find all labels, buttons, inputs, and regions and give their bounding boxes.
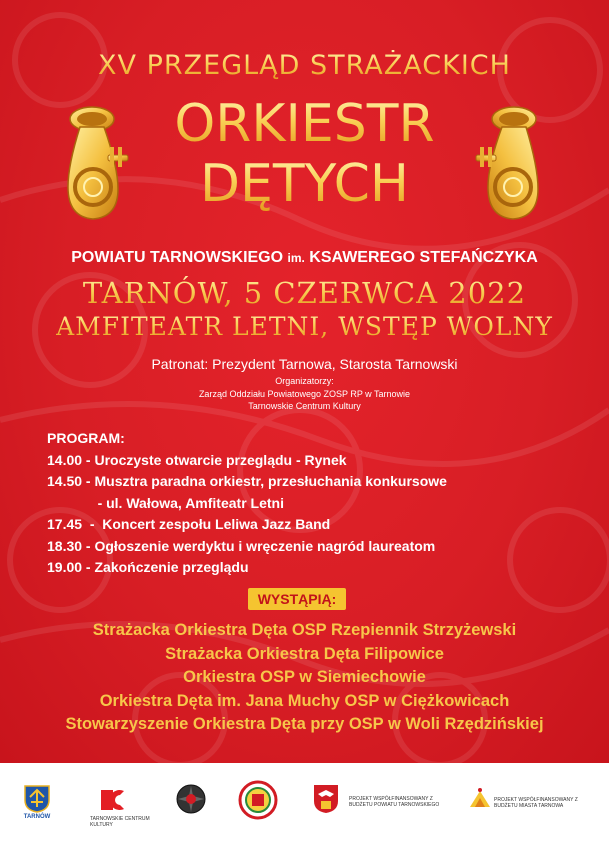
powiat-cofinancing-note: PROJEKT WSPÓŁFINANSOWANY Z BUDŻETU POWIATU TARNOWSKIEGO: [349, 796, 440, 808]
firefighters-union-emblem-icon: [175, 783, 207, 815]
program-row: 19.00 - Zakończenie przeglądu: [47, 559, 249, 575]
program-row: 18.30 - Ogłoszenie werdyktu i wręczenie nagród laureatom: [47, 537, 436, 554]
title-line-3: DĘTYCH: [0, 156, 609, 212]
program-row: 17.45 - Koncert zespołu Leliwa Jazz Band: [47, 516, 331, 532]
performer-item: Strażacka Orkiestra Dęta Filipowice: [165, 644, 444, 663]
sponsor-logos-bar: [0, 763, 609, 859]
tarnow-coat-of-arms-icon: [24, 785, 50, 813]
performer-item: Orkiestra OSP w Siemiechowie: [183, 668, 426, 686]
organizers-label: Organizatorzy:: [275, 376, 334, 386]
miasto-cofinancing-note: PROJEKT WSPÓŁFINANSOWANY Z BUDŻETU MIASTA TARNOWA: [494, 797, 578, 809]
powiat-coat-of-arms-icon: [313, 784, 339, 814]
program-heading: PROGRAM:: [47, 430, 125, 446]
subtitle-pre: POWIATU TARNOWSKIEGO: [71, 249, 288, 266]
performer-item: Orkiestra Dęta im. Jana Muchy OSP w Ciężkowicach: [99, 691, 510, 710]
program-row: 14.00 - Uroczyste otwarcie przeglądu - Rynek: [47, 451, 347, 468]
subtitle-im: im.: [287, 251, 305, 265]
performers-heading-badge: WYSTĄPIĄ:: [248, 588, 346, 610]
event-venue: AMFITEATR LETNI, WSTĘP WOLNY: [0, 312, 609, 341]
patronage: Patronat: Prezydent Tarnowa, Starosta Tarnowski: [151, 356, 458, 372]
organizer-1: Zarząd Oddziału Powiatowego ZOSP RP w Tarnowie: [198, 389, 411, 399]
fire-brigade-badge-icon: [238, 780, 278, 820]
tarnow-logo-label: TARNÓW: [23, 814, 51, 820]
program-section: [47, 428, 567, 579]
tck-logo-label: TARNOWSKIE CENTRUM KULTURY: [90, 816, 150, 828]
event-date: TARNÓW, 5 CZERWCA 2022: [0, 276, 609, 310]
tck-logo-icon: [100, 787, 126, 813]
performer-item: Stowarzyszenie Orkiestra Dęta przy OSP w Woli Rzędzińskiej: [65, 715, 544, 733]
program-row: - ul. Wałowa, Amfiteatr Letni: [47, 494, 284, 511]
program-row: 14.50 - Musztra paradna orkiestr, przesłuchania konkursowe: [47, 473, 447, 489]
miasto-tarnow-logo-icon: [468, 787, 492, 809]
performer-item: Strażacka Orkiestra Dęta OSP Rzepiennik Strzyżewski: [92, 621, 517, 639]
subtitle-post: KSAWEREGO STEFAŃCZYKA: [304, 249, 538, 266]
subtitle: [0, 249, 609, 267]
performers-list: [0, 619, 609, 737]
title-line-1: XV PRZEGLĄD STRAŻACKICH: [0, 50, 609, 81]
title-line-2: ORKIESTR: [0, 96, 609, 152]
organizer-2: Tarnowskie Centrum Kultury: [248, 401, 361, 411]
